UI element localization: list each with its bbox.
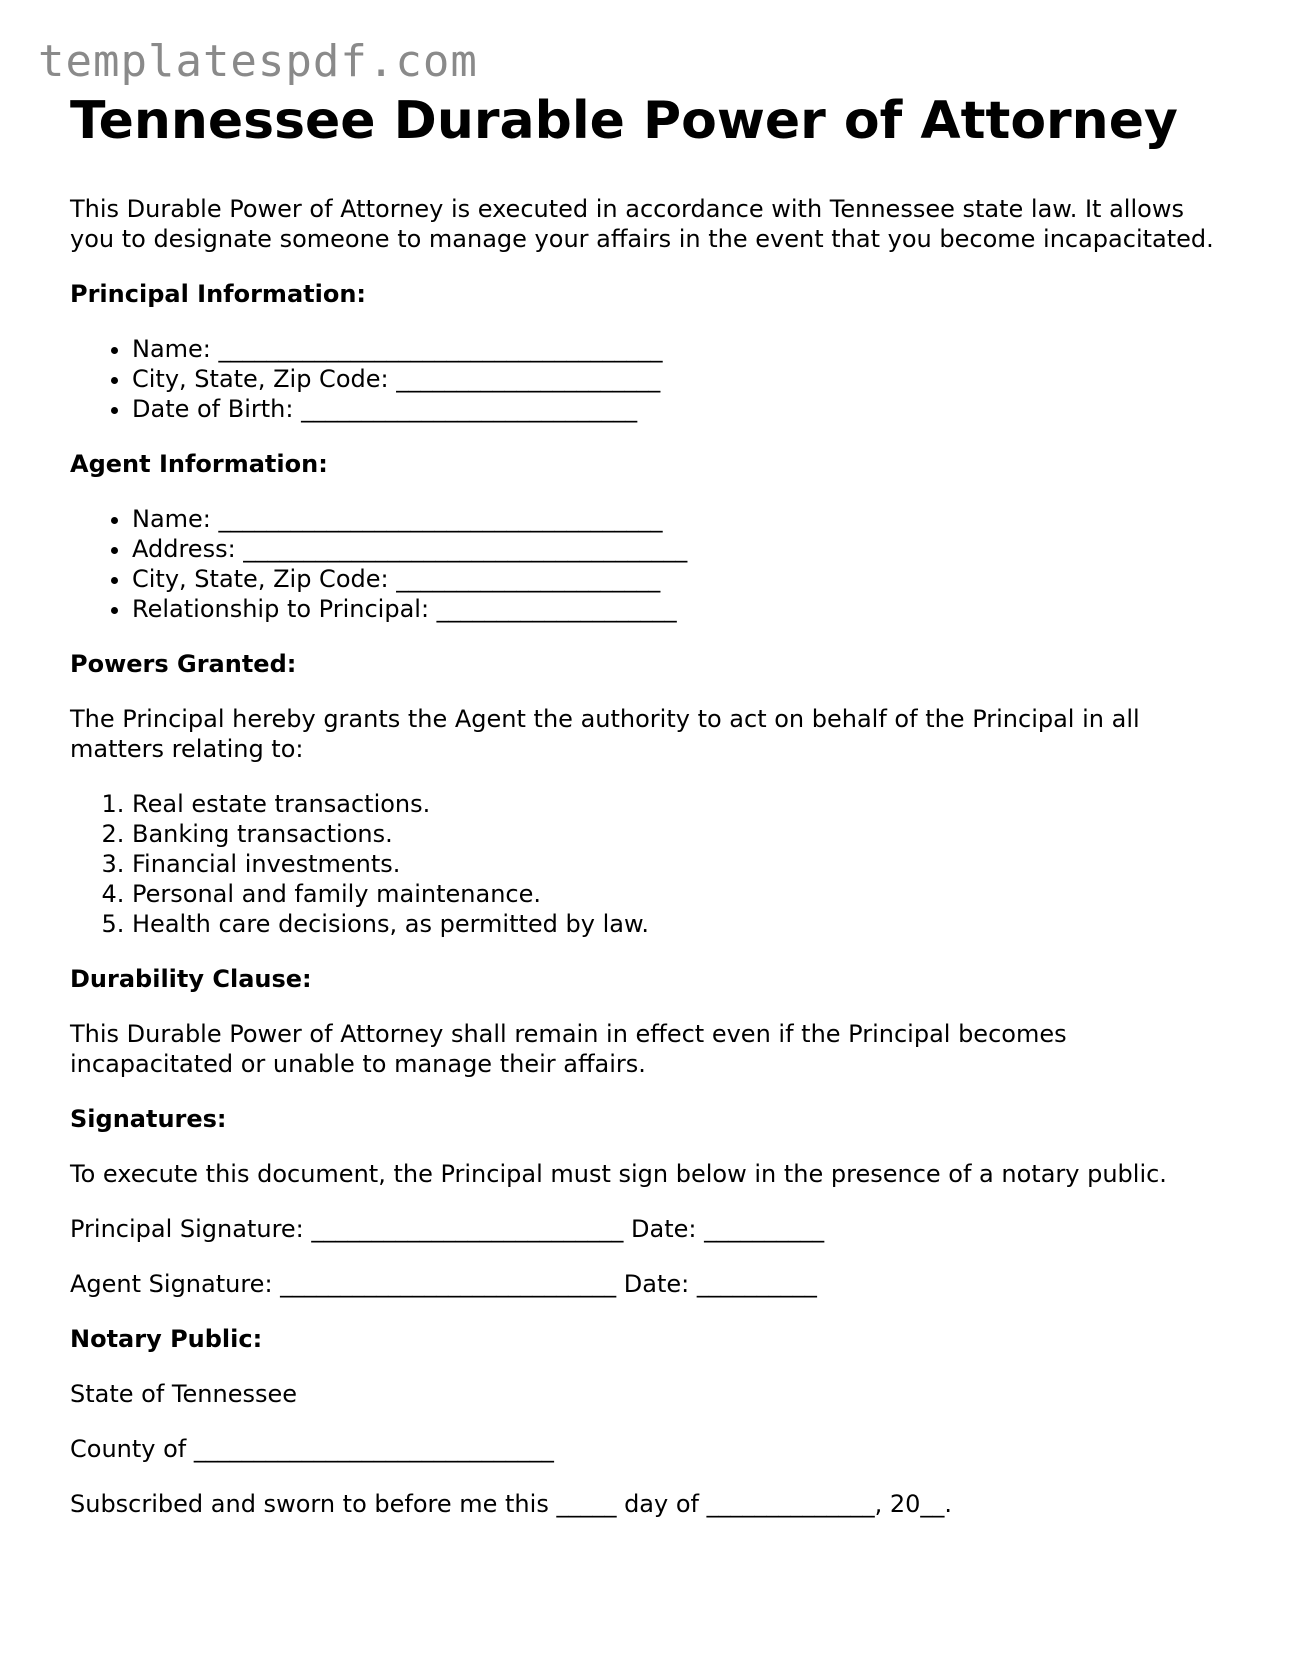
notary-county: County of ______________________________ [70,1435,554,1463]
agent-list [70,504,1220,624]
principal-dob-field: • Date of Birth: ____________________________ [132,394,1220,424]
notary-state: State of Tennessee [70,1380,297,1408]
principal-heading: Principal Information: [70,280,367,308]
intro-paragraph: This Durable Power of Attorney is executed in accordance with Tennessee state law. It allows you to designate someone to manage your affairs in the event that you become incapacitated. [70,195,1214,253]
power-item: 2. Banking transactions. [132,819,1220,849]
powers-list [70,789,1220,939]
principal-signature-line: Principal Signature: __________________________ Date: __________ [70,1215,825,1243]
document-page [70,90,1220,1544]
agent-address-field: • Address: _____________________________________ [132,534,1220,564]
powers-heading: Powers Granted: [70,650,297,678]
signatures-heading: Signatures: [70,1105,227,1133]
agent-name-field: • Name: _____________________________________ [132,504,1220,534]
power-item: 3. Financial investments. [132,849,1220,879]
page-title: Tennessee Durable Power of Attorney [70,91,1178,151]
power-item: 1. Real estate transactions. [132,789,1220,819]
agent-relationship-field: • Relationship to Principal: ____________________ [132,594,1220,624]
power-item: 4. Personal and family maintenance. [132,879,1220,909]
signatures-paragraph: To execute this document, the Principal must sign below in the presence of a notary public. [70,1160,1167,1188]
power-item: 5. Health care decisions, as permitted by law. [132,909,1220,939]
principal-city-field: • City, State, Zip Code: ______________________ [132,364,1220,394]
notary-sworn-line: Subscribed and sworn to before me this _____ day of ______________, 20__. [70,1490,953,1518]
powers-paragraph: The Principal hereby grants the Agent the authority to act on behalf of the Principal in all matters relating to: [70,705,1140,763]
notary-heading: Notary Public: [70,1325,263,1353]
watermark: templatespdf.com [38,36,478,87]
agent-signature-line: Agent Signature: ____________________________ Date: __________ [70,1270,817,1298]
principal-name-field: • Name: _____________________________________ [132,334,1220,364]
principal-list [70,334,1220,424]
agent-city-field: • City, State, Zip Code: ______________________ [132,564,1220,594]
agent-heading: Agent Information: [70,450,328,478]
durability-heading: Durability Clause: [70,965,312,993]
durability-paragraph: This Durable Power of Attorney shall remain in effect even if the Principal becomes incapacitated or unable to manage their affairs. [70,1020,1067,1078]
